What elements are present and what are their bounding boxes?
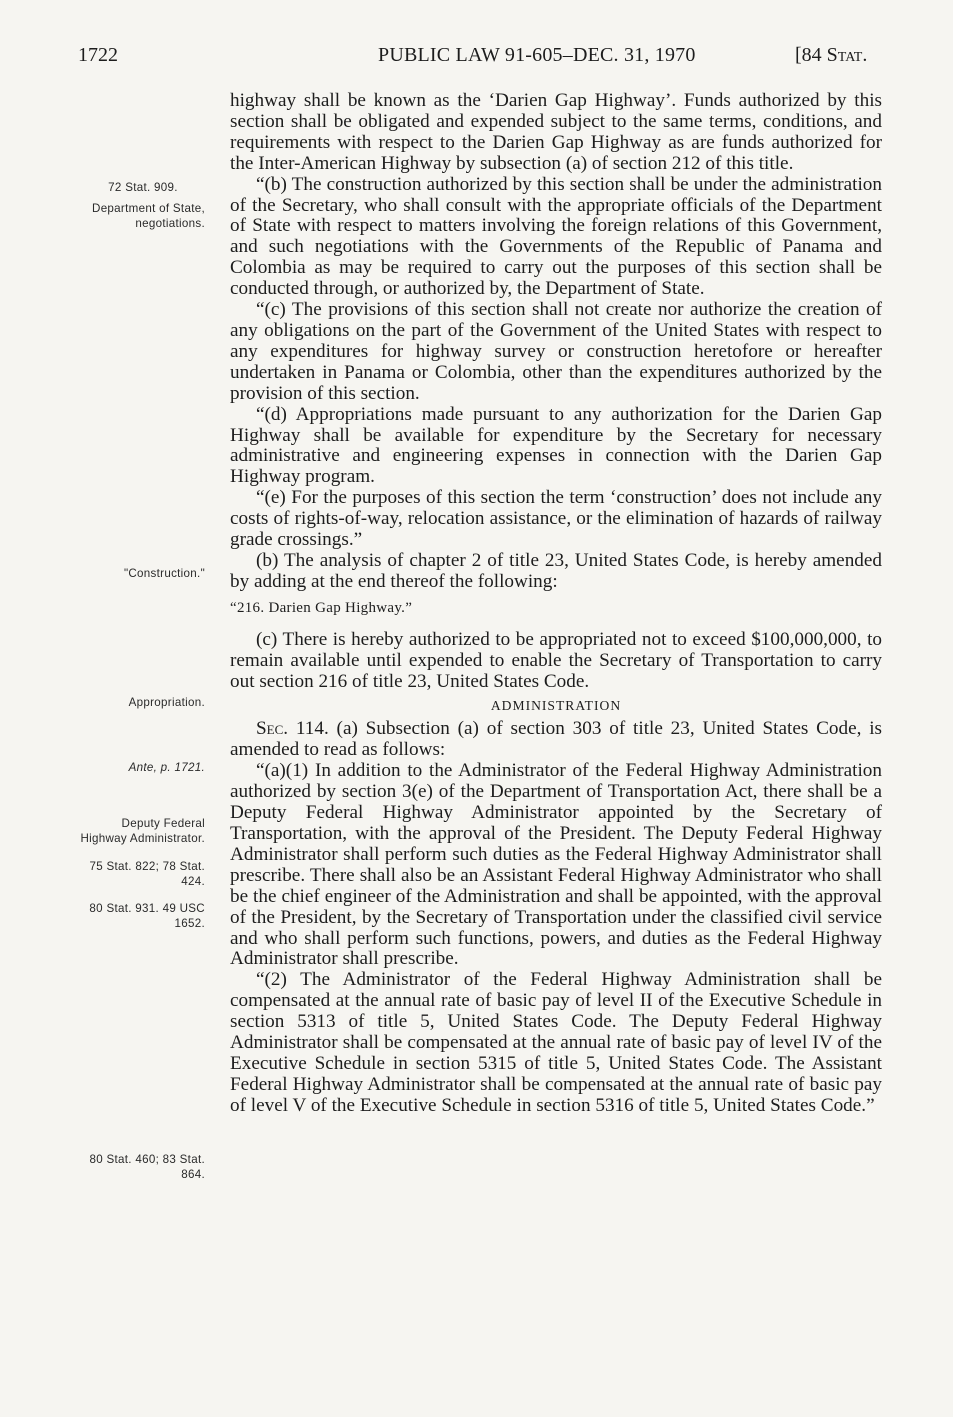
paragraph-b-construction: “(b) The construction authorized by this section shall be under the administration of the Secretary, who shall consult with the appropriate officials of the Department of State with respect to matters involving the foreign relations of this Government, and such negotiations with the Governments of the Republic of Panama and Colombia as may be required to carry out the purposes of this section shall be conducted through, or authorized by, the Department of State. [230,173,882,300]
margin-note-stat-822: 75 Stat. 822; 78 Stat. 424. [89,860,205,888]
margin-note-dept-state: Department of State, negotiations. [92,202,205,230]
margin-note-deputy-administrator: Deputy Federal Highway Administrator. [80,817,205,845]
page-header [0,44,953,74]
margin-note-ante: Ante, p. 1721. [128,761,205,774]
margin-note-stat-909: 72 Stat. 909. [108,181,178,194]
running-title: PUBLIC LAW 91-605–DEC. 31, 1970 [378,44,696,66]
margin-note-construction: "Construction." [123,567,205,580]
paragraph-appropriation: (c) There is hereby authorized to be appropriated not to exceed $100,000,000, to remain available until expended to enable the Secretary of Transportation to carry out section 216 of title 23, United States Code. [230,628,882,692]
section-label: Sec. 114. [256,718,329,740]
statute-volume [795,44,867,67]
margin-note-stat-931: 80 Stat. 931. 49 USC 1652. [89,902,205,930]
section-114-text: (a) Subsection (a) of section 303 of title 23, United States Code, is amended to read as follows: [230,718,882,761]
chapter-analysis-item: “216. Darien Gap Highway.” [230,599,413,616]
paragraph-d-appropriations: “(d) Appropriations made pursuant to any authorization for the Darien Gap Highway shall be available for expenditure by the Secretary for necessary administrative and engineering expenses in connection with the Darien Gap Highway program. [230,403,882,488]
section-caption-administration: ADMINISTRATION [490,698,622,714]
paragraph-c-obligations: “(c) The provisions of this section shall not create nor authorize the creation of any obligations on the part of the Government of the United States with respect to any expenditures for highway survey or construction heretofore or hereafter undertaken in Panama or Colombia, other than the expenditures authorized by the provision of this section. [230,299,882,404]
statute-volume-word: Stat. [826,44,868,66]
paragraph-sec-114 [230,719,882,761]
paragraph-e-definition: “(e) For the purposes of this section the term ‘construction’ does not include any costs of rights-of-way, relocation assistance, or the elimination of hazards of railway grade crossings.” [230,487,882,551]
paragraph-a1-deputy: “(a)(1) In addition to the Administrator of the Federal Highway Administration authorized by section 3(e) of the Department of Transportation Act, there shall be a Deputy Federal Highway Administrator appointed by the Secretary of Transportation, with the approval of the President. The Deputy Federal Highway Administrator shall perform such duties as the Federal Highway Administrator shall prescribe. There shall also be an Assistant Federal Highway Administrator who shall be the chief engineer of the Administration and shall be appointed, with the approval of the President, by the Secretary of Transportation under the classified civil service and who shall perform such functions, powers, and duties as the Federal Highway Administrator shall prescribe. [230,760,882,970]
statute-volume-number: [84 [795,44,822,66]
margin-note-appropriation: Appropriation. [128,696,205,709]
paragraph-highway-name: highway shall be known as the ‘Darien Gap Highway’. Funds authorized by this section shall be obligated and expended subject to the same terms, conditions, and requirements with respect to the Darien Gap Highway as are funds authorized for the Inter-American Highway by subsection (a) of section 212 of this title. [230,90,882,174]
paragraph-analysis-amendment: (b) The analysis of chapter 2 of title 23, United States Code, is hereby amended by adding at the end thereof the following: [230,549,882,592]
paragraph-2-compensation: “(2) The Administrator of the Federal Highway Administration shall be compensated at the annual rate of basic pay of level II of the Executive Schedule in section 5313 of title 5, United States Code. The Deputy Federal Highway Administrator shall be compensated at the annual rate of basic pay of level IV of the Executive Schedule in section 5315 of title 5, United States Code. The Assistant Federal Highway Administrator shall be compensated at the annual rate of basic pay of level V of the Executive Schedule in section 5316 of title 5, United States Code.” [230,969,882,1116]
page-number: 1722 [78,44,118,66]
margin-note-stat-460: 80 Stat. 460; 83 Stat. 864. [89,1153,205,1181]
body-text [230,91,882,1117]
